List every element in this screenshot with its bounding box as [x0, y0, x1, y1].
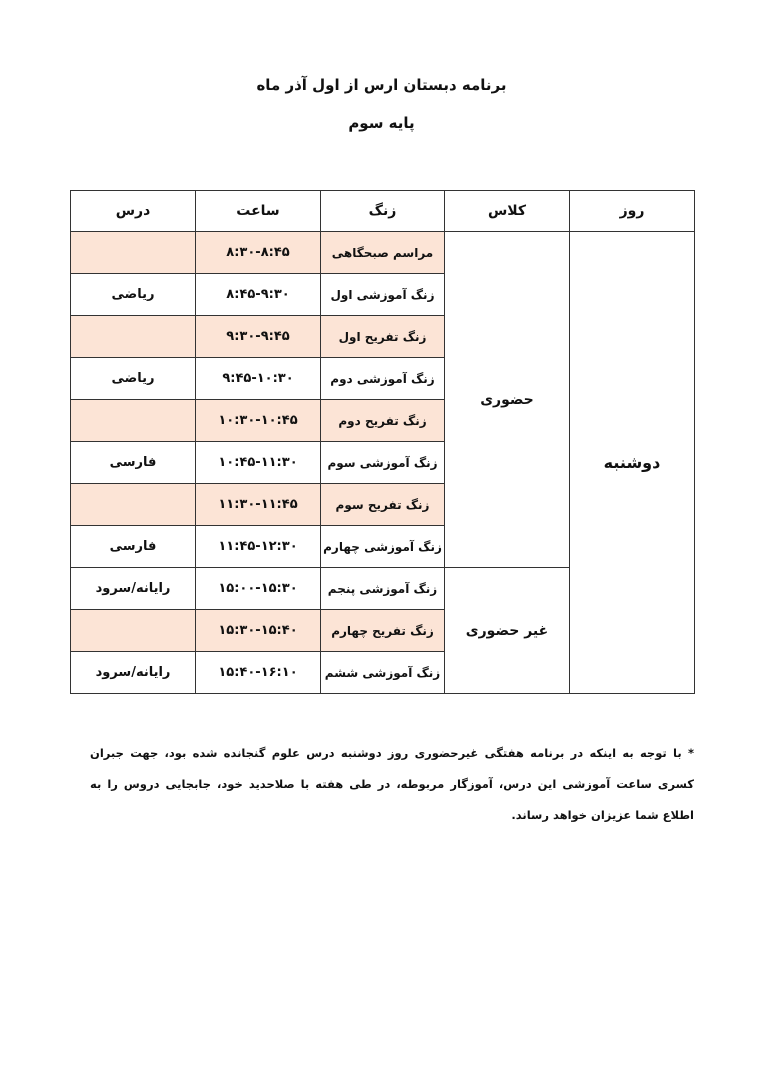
column-header-time: ساعت — [196, 191, 321, 232]
time-cell: ۹:۴۵-۱۰:۳۰ — [196, 358, 321, 400]
time-cell: ۱۵:۰۰-۱۵:۳۰ — [196, 568, 321, 610]
schedule-table — [70, 190, 695, 694]
lesson-cell: رایانه/سرود — [71, 652, 196, 694]
class-cell-remote: غیر حضوری — [445, 568, 570, 694]
time-cell: ۸:۴۵-۹:۳۰ — [196, 274, 321, 316]
bell-cell: زنگ تفریح دوم — [321, 400, 445, 442]
lesson-cell — [71, 484, 196, 526]
time-cell: ۸:۳۰-۸:۴۵ — [196, 232, 321, 274]
bell-cell: زنگ آموزشی ششم — [321, 652, 445, 694]
lesson-cell — [71, 610, 196, 652]
bell-cell: زنگ تفریح سوم — [321, 484, 445, 526]
column-header-day: روز — [570, 191, 695, 232]
lesson-cell: ریاضی — [71, 358, 196, 400]
column-header-bell: زنگ — [321, 191, 445, 232]
bell-cell: زنگ آموزشی دوم — [321, 358, 445, 400]
time-cell: ۱۱:۳۰-۱۱:۴۵ — [196, 484, 321, 526]
lesson-cell: رایانه/سرود — [71, 568, 196, 610]
lesson-cell: فارسی — [71, 526, 196, 568]
lesson-cell: فارسی — [71, 442, 196, 484]
bell-cell: مراسم صبحگاهی — [321, 232, 445, 274]
table-header-row — [71, 191, 695, 232]
lesson-cell: ریاضی — [71, 274, 196, 316]
class-cell-in-person: حضوری — [445, 232, 570, 568]
bell-cell: زنگ تفریح اول — [321, 316, 445, 358]
day-cell: دوشنبه — [570, 232, 695, 694]
time-cell: ۱۵:۳۰-۱۵:۴۰ — [196, 610, 321, 652]
lesson-cell — [71, 400, 196, 442]
bell-cell: زنگ تفریح چهارم — [321, 610, 445, 652]
lesson-cell — [71, 232, 196, 274]
column-header-class: کلاس — [445, 191, 570, 232]
lesson-cell — [71, 316, 196, 358]
time-cell: ۱۰:۳۰-۱۰:۴۵ — [196, 400, 321, 442]
column-header-lesson: درس — [71, 191, 196, 232]
page-subtitle: پایه سوم — [348, 114, 415, 132]
time-cell: ۱۱:۴۵-۱۲:۳۰ — [196, 526, 321, 568]
bell-cell: زنگ آموزشی سوم — [321, 442, 445, 484]
bell-cell: زنگ آموزشی چهارم — [321, 526, 445, 568]
table-row — [71, 232, 695, 274]
bell-cell: زنگ آموزشی اول — [321, 274, 445, 316]
time-cell: ۱۰:۴۵-۱۱:۳۰ — [196, 442, 321, 484]
time-cell: ۱۵:۴۰-۱۶:۱۰ — [196, 652, 321, 694]
footnote: * با توجه به اینکه در برنامه هفتگی غیرحضوری روز دوشنبه درس علوم گنجانده شده بود، جهت جبران کسری ساعت آموزشی این درس، آموزگار مربوطه، در طی هفته با صلاحدید خود، جابجایی دروس را به اطلاع شما عزیزان خواهد رساند. — [90, 746, 694, 822]
page-title: برنامه دبستان ارس از اول آذر ماه — [256, 76, 507, 94]
bell-cell: زنگ آموزشی پنجم — [321, 568, 445, 610]
time-cell: ۹:۳۰-۹:۴۵ — [196, 316, 321, 358]
